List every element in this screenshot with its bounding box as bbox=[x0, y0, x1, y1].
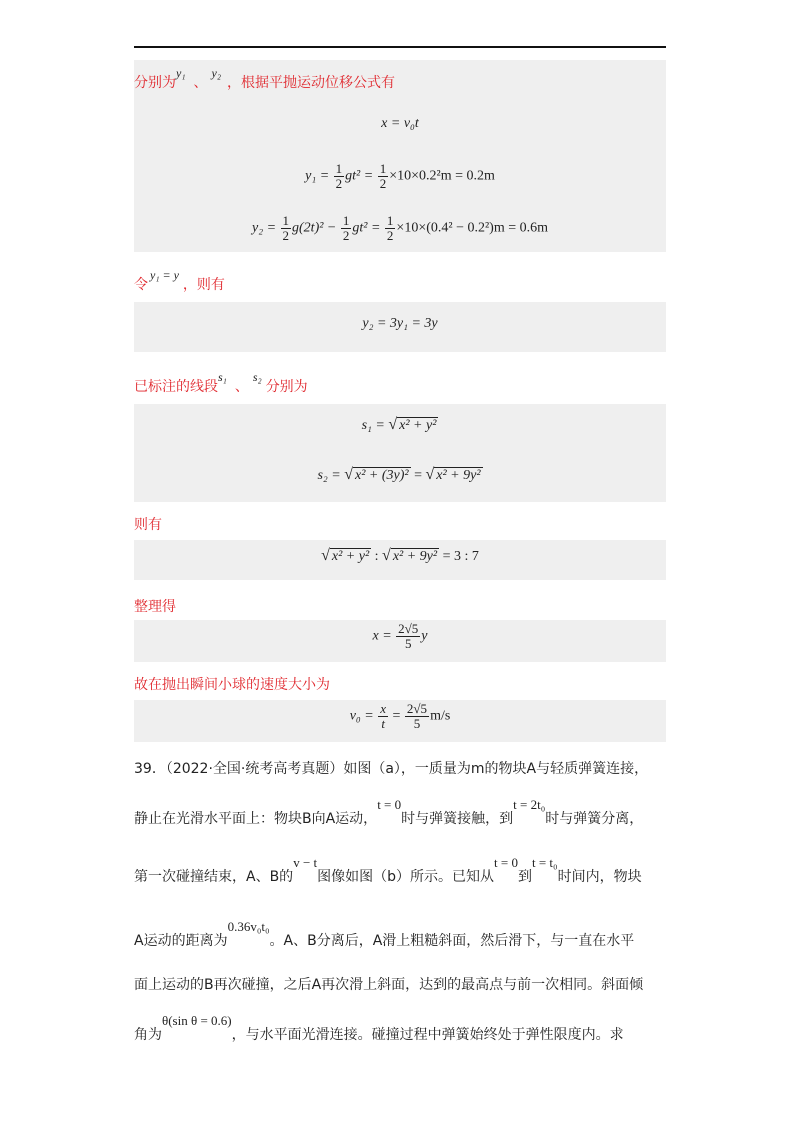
equation-ratio: √ x² + y² : √ x² + 9y² = 3 : 7 bbox=[321, 547, 479, 564]
problem-line-1: 39．（2022·全国·统考高考真题）如图（a），一质量为m的物块A与轻质弹簧连接， bbox=[134, 761, 649, 777]
equation-x-result: x = $\frac{2√5}{5}$ y bbox=[372, 621, 428, 651]
solution-line-6: 故在抛出瞬间小球的速度大小为 bbox=[134, 677, 330, 693]
solution-line-3: 已标注的线段s₁、s₂分别为 bbox=[134, 370, 308, 395]
solution-line-5: 整理得 bbox=[134, 599, 176, 615]
equation-x: x = v₀t bbox=[381, 116, 419, 131]
equation-s2: s₂ = √ x² + (3y)² = √ x² + 9y² bbox=[317, 466, 481, 483]
problem-line-5: 面上运动的B再次碰撞，之后A再次滑上斜面，达到的最高点与前一次相同。斜面倾 bbox=[134, 977, 644, 993]
problem-line-2: 静止在光滑水平面上：物块B向A运动，t = 0时与弹簧接触，到t = 2t₀时与弹簧分离， bbox=[134, 797, 644, 827]
solution-line-1: 分别为y₁、y₂，根据平抛运动位移公式有 bbox=[134, 66, 395, 91]
equation-y2: y₂ = $\frac{1}{2}$ g(2t)² − $\frac{1}{2}$ gt² = $\frac{1}{2}$ ×10×(0.4² − 0.2²)m = 0.6m bbox=[251, 213, 549, 243]
equation-y1: y₁ = $\frac{1}{2}$ gt² = $\frac{1}{2}$ ×10×0.2²m = 0.2m bbox=[305, 161, 495, 191]
solution-line-2: 令y₁ = y，则有 bbox=[134, 268, 225, 293]
equation-y2-3y: y₂ = 3y₁ = 3y bbox=[362, 316, 438, 331]
equation-v0: v₀ = $\frac{x}{t}$ = $\frac{2√5}{5}$ m/s bbox=[349, 701, 451, 731]
header-rule bbox=[134, 46, 666, 48]
problem-line-6: 角为θ(sin θ = 0.6)，与水平面光滑连接。碰撞过程中弹簧始终处于弹性限度内。求 bbox=[134, 1013, 624, 1043]
problem-line-4: A运动的距离为0.36v₀t₀。A、B分离后，A滑上粗糙斜面，然后滑下，与一直在水平 bbox=[134, 919, 635, 949]
problem-line-3: 第一次碰撞结束，A、B的v − t图像如图（b）所示。已知从t = 0到t = t₀时间内，物块 bbox=[134, 855, 642, 885]
solution-line-4: 则有 bbox=[134, 517, 162, 533]
equation-s1: s₁ = √ x² + y² bbox=[361, 416, 437, 433]
